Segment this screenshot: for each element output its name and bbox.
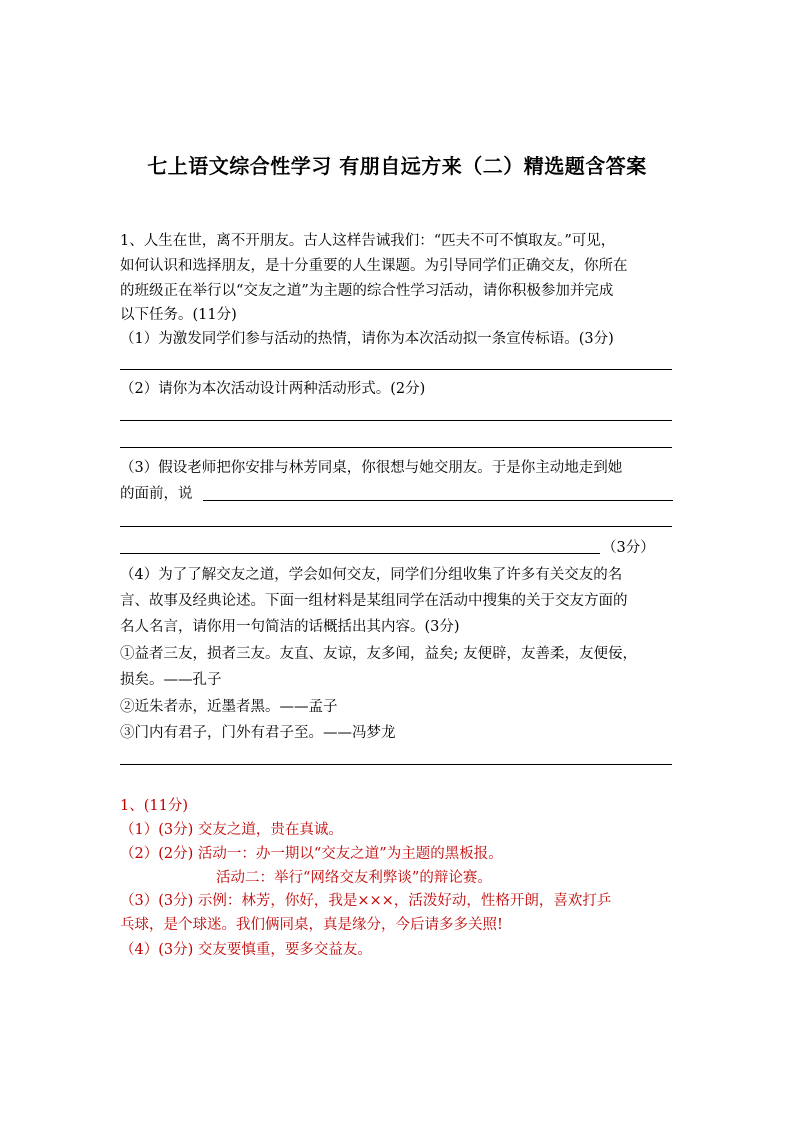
quote-1-line-2: 损矣。——孔子 — [120, 672, 222, 688]
answer-blank-line — [120, 447, 672, 448]
quote-1-line-1: ①益者三友，损者三友。友直、友谅，友多闻，益矣; 友便辟，友善柔，友便佞， — [120, 646, 637, 662]
answer-blank-line — [120, 764, 672, 765]
question-intro-line-3: 的班级正在举行以“交友之道”为主题的综合性学习活动，请你积极参加并完成 — [120, 283, 614, 299]
sub-question-3-score: （3分） — [602, 540, 655, 556]
sub-question-4-line-3: 名人名言，请你用一句简洁的话概括出其内容。(3分) — [120, 619, 460, 635]
question-intro-line-1: 1、人生在世，离不开朋友。古人这样告诫我们：“匹夫不可不慎取友。”可见， — [120, 233, 616, 249]
answer-3-line-1: （3）(3分) 示例：林芳，你好，我是×××，活泼好动，性格开朗，喜欢打乒 — [120, 893, 612, 909]
quote-3: ③门内有君子，门外有君子至。——冯梦龙 — [120, 725, 396, 741]
answer-blank-line — [120, 553, 600, 554]
answer-3-line-2: 乓球，是个球迷。我们俩同桌，真是缘分，今后请多多关照! — [120, 917, 503, 933]
answer-blank-line — [120, 526, 672, 527]
sub-question-3-line-1: （3）假设老师把你安排与林芳同桌，你很想与她交朋友。于是你主动地走到她 — [120, 460, 623, 476]
answer-header: 1、(11分) — [120, 798, 188, 814]
question-intro-line-4: 以下任务。(11分) — [120, 307, 237, 323]
answer-1: （1）(3分) 交友之道，贵在真诚。 — [120, 822, 343, 838]
answer-4: （4）(3分) 交友要慎重，要多交益友。 — [120, 942, 372, 958]
sub-question-2: （2）请你为本次活动设计两种活动形式。(2分) — [120, 381, 426, 397]
sub-question-4-line-1: （4）为了了解交友之道，学会如何交友，同学们分组收集了许多有关交友的名 — [120, 567, 623, 583]
answer-blank-line — [120, 420, 672, 421]
page-title: 七上语文综合性学习 有朋自远方来（二）精选题含答案 — [147, 154, 647, 178]
sub-question-3-line-2: 的面前，说 — [120, 486, 193, 502]
quote-2: ②近朱者赤，近墨者黑。——孟子 — [120, 699, 338, 715]
answer-2-line-1: （2）(2分) 活动一：办一期以“交友之道”为主题的黑板报。 — [120, 846, 503, 862]
question-intro-line-2: 如何认识和选择朋友，是十分重要的人生课题。为引导同学们正确交友，你所在 — [120, 258, 628, 274]
answer-blank-line — [120, 369, 672, 370]
sub-question-4-line-2: 言、故事及经典论述。下面一组材料是某组同学在活动中搜集的关于交友方面的 — [120, 593, 628, 609]
answer-2-line-2: 活动二：举行“网络交友利弊谈”的辩论赛。 — [216, 870, 492, 886]
answer-blank-line — [203, 500, 673, 501]
sub-question-1: （1）为激发同学们参与活动的热情，请你为本次活动拟一条宣传标语。(3分) — [120, 331, 614, 347]
